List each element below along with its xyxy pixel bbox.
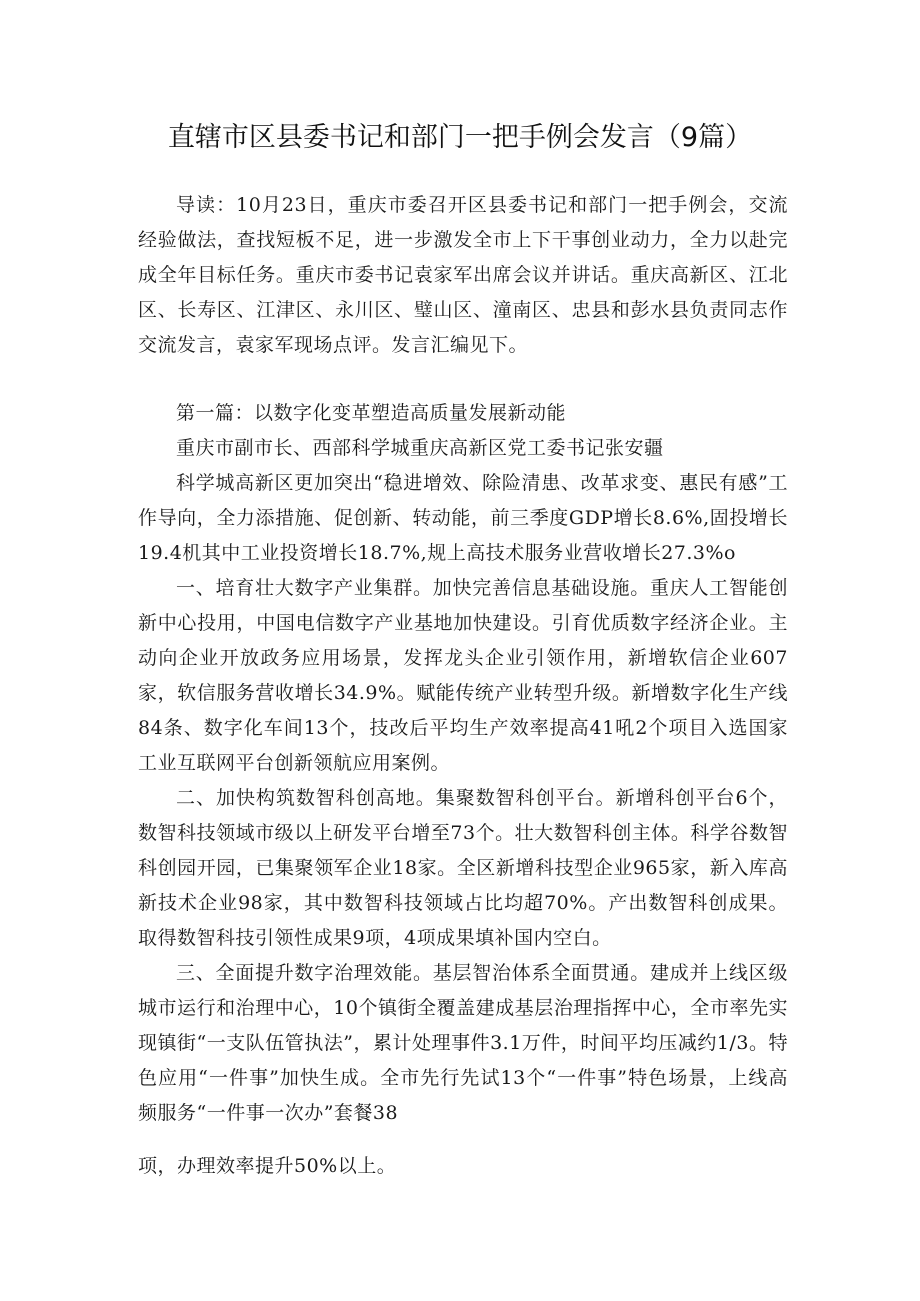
document-body xyxy=(138,188,788,1184)
body-paragraph-2: 二、加快构筑数智科创高地。集聚数智科创平台。新增科创平台6个，数智科技领域市级以上研发平台增至73个。壮大数智科创主体。科学谷数智科创园开园，已集聚领军企业18家。全区新增科技型企业965家，新入库高新技术企业98家，其中数智科技领域占比均超70%。产出数智科创成果。取得数智科技引领性成果9项，4项成果填补国内空白。 xyxy=(138,787,788,949)
section-heading: 第一篇：以数字化变革塑造高质量发展新动能 xyxy=(176,402,567,424)
section-author: 重庆市副市长、西部科学城重庆高新区党工委书记张安疆 xyxy=(176,437,664,459)
intro-paragraph: 导读：10月23日，重庆市委召开区县委书记和部门一把手例会，交流经验做法，查找短板不足，进一步激发全市上下干事创业动力，全力以赴完成全年目标任务。重庆市委书记袁家军出席会议并讲话。重庆高新区、江北区、长寿区、江津区、永川区、璧山区、潼南区、忠县和彭水县负责同志作交流发言，袁家军现场点评。发言汇编见下。 xyxy=(138,194,788,356)
body-paragraph-3-tail: 项，办理效率提升50%以上。 xyxy=(138,1155,397,1177)
document-title: 直辖市区县委书记和部门一把手例会发言（9篇） xyxy=(167,122,753,153)
body-paragraph-intro: 科学城高新区更加突出“稳进增效、除险清患、改革求变、惠民有感”工作导向，全力添措施、促创新、转动能，前三季度GDP增长8.6%,固投增长19.4机其中工业投资增长18.7%,规上高技术服务业营收增长27.3%o xyxy=(138,472,788,564)
body-paragraph-3: 三、全面提升数字治理效能。基层智治体系全面贯通。建成并上线区级城市运行和治理中心，10个镇街全覆盖建成基层治理指挥中心，全市率先实现镇街“一支队伍管执法”，累计处理事件3.1万件，时间平均压减约1/3。特色应用“一件事”加快生成。全市先行先试13个“一件事”特色场景，上线高频服务“一件事一次办”套餐38 xyxy=(138,962,788,1124)
body-paragraph-1: 一、培育壮大数字产业集群。加快完善信息基础设施。重庆人工智能创新中心投用，中国电信数字产业基地加快建设。引育优质数字经济企业。主动向企业开放政务应用场景，发挥龙头企业引领作用，新增软信企业607家，软信服务营收增长34.9%。赋能传统产业转型升级。新增数字化生产线84条、数字化车间13个，技改后平均生产效率提高41吼2个项目入选国家工业互联网平台创新领航应用案例。 xyxy=(138,577,788,774)
